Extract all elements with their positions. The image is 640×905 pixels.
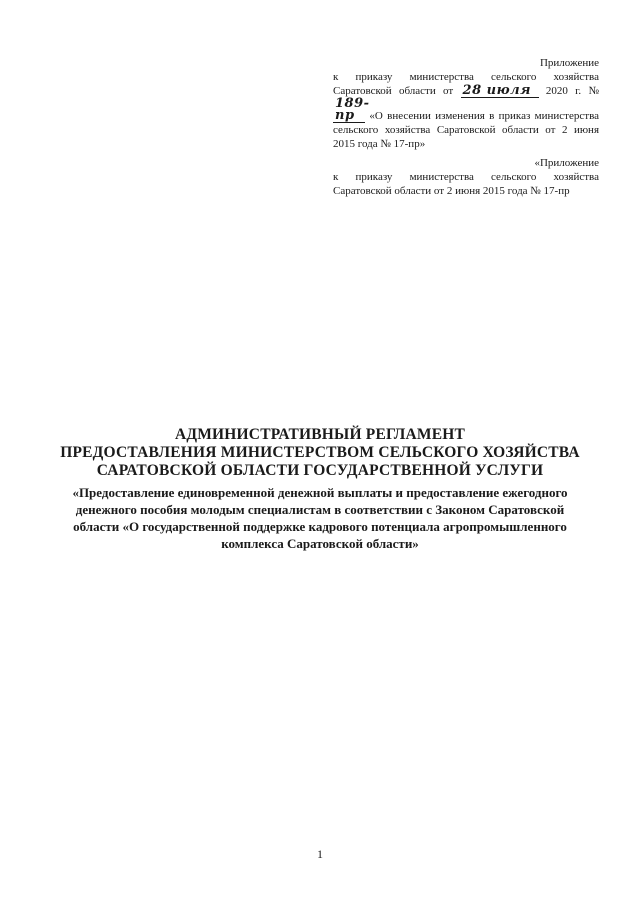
annex-order-reference: к приказу министерства сельского хозяйства Саратовской области от <box>333 71 599 97</box>
title-line-1: АДМИНИСТРАТИВНЫЙ РЕГЛАМЕНТ <box>174 426 466 443</box>
page-number: 1 <box>317 847 323 861</box>
annex-amendment-block <box>333 56 599 151</box>
annex-original-block <box>333 156 599 198</box>
annex-year: 2020 г. <box>545 85 582 97</box>
service-name: «Предоставление единовременной денежной выплаты и предоставление ежегодного денежного пособия молодым специалистам в соответствии с Законом Саратовской области «О государственной поддержке кадрового потенциала агропромышленного комплекса Саратовской области» <box>72 485 568 551</box>
document-title <box>60 426 580 480</box>
handwritten-date: 28 июля <box>461 85 539 98</box>
handwritten-order-number: 189-пр <box>335 96 370 123</box>
annex-original-heading: «Приложение <box>534 157 599 169</box>
number-sign: № <box>588 85 599 97</box>
annex-heading: Приложение <box>539 57 599 69</box>
title-line-3: САРАТОВСКОЙ ОБЛАСТИ ГОСУДАРСТВЕННОЙ УСЛУГИ <box>96 462 544 479</box>
annex-amendment-title: «О внесении изменения в приказ министерства сельского хозяйства Саратовской области от 2 июня 2015 года № 17-пр» <box>333 110 599 150</box>
annex-amendment-text <box>333 70 599 151</box>
title-line-2: ПРЕДОСТАВЛЕНИЯ МИНИСТЕРСТВОМ СЕЛЬСКОГО ХОЗЯЙСТВА <box>60 444 580 461</box>
annex-original-text: к приказу министерства сельского хозяйства Саратовской области от 2 июня 2015 года № 17-пр <box>333 171 599 197</box>
